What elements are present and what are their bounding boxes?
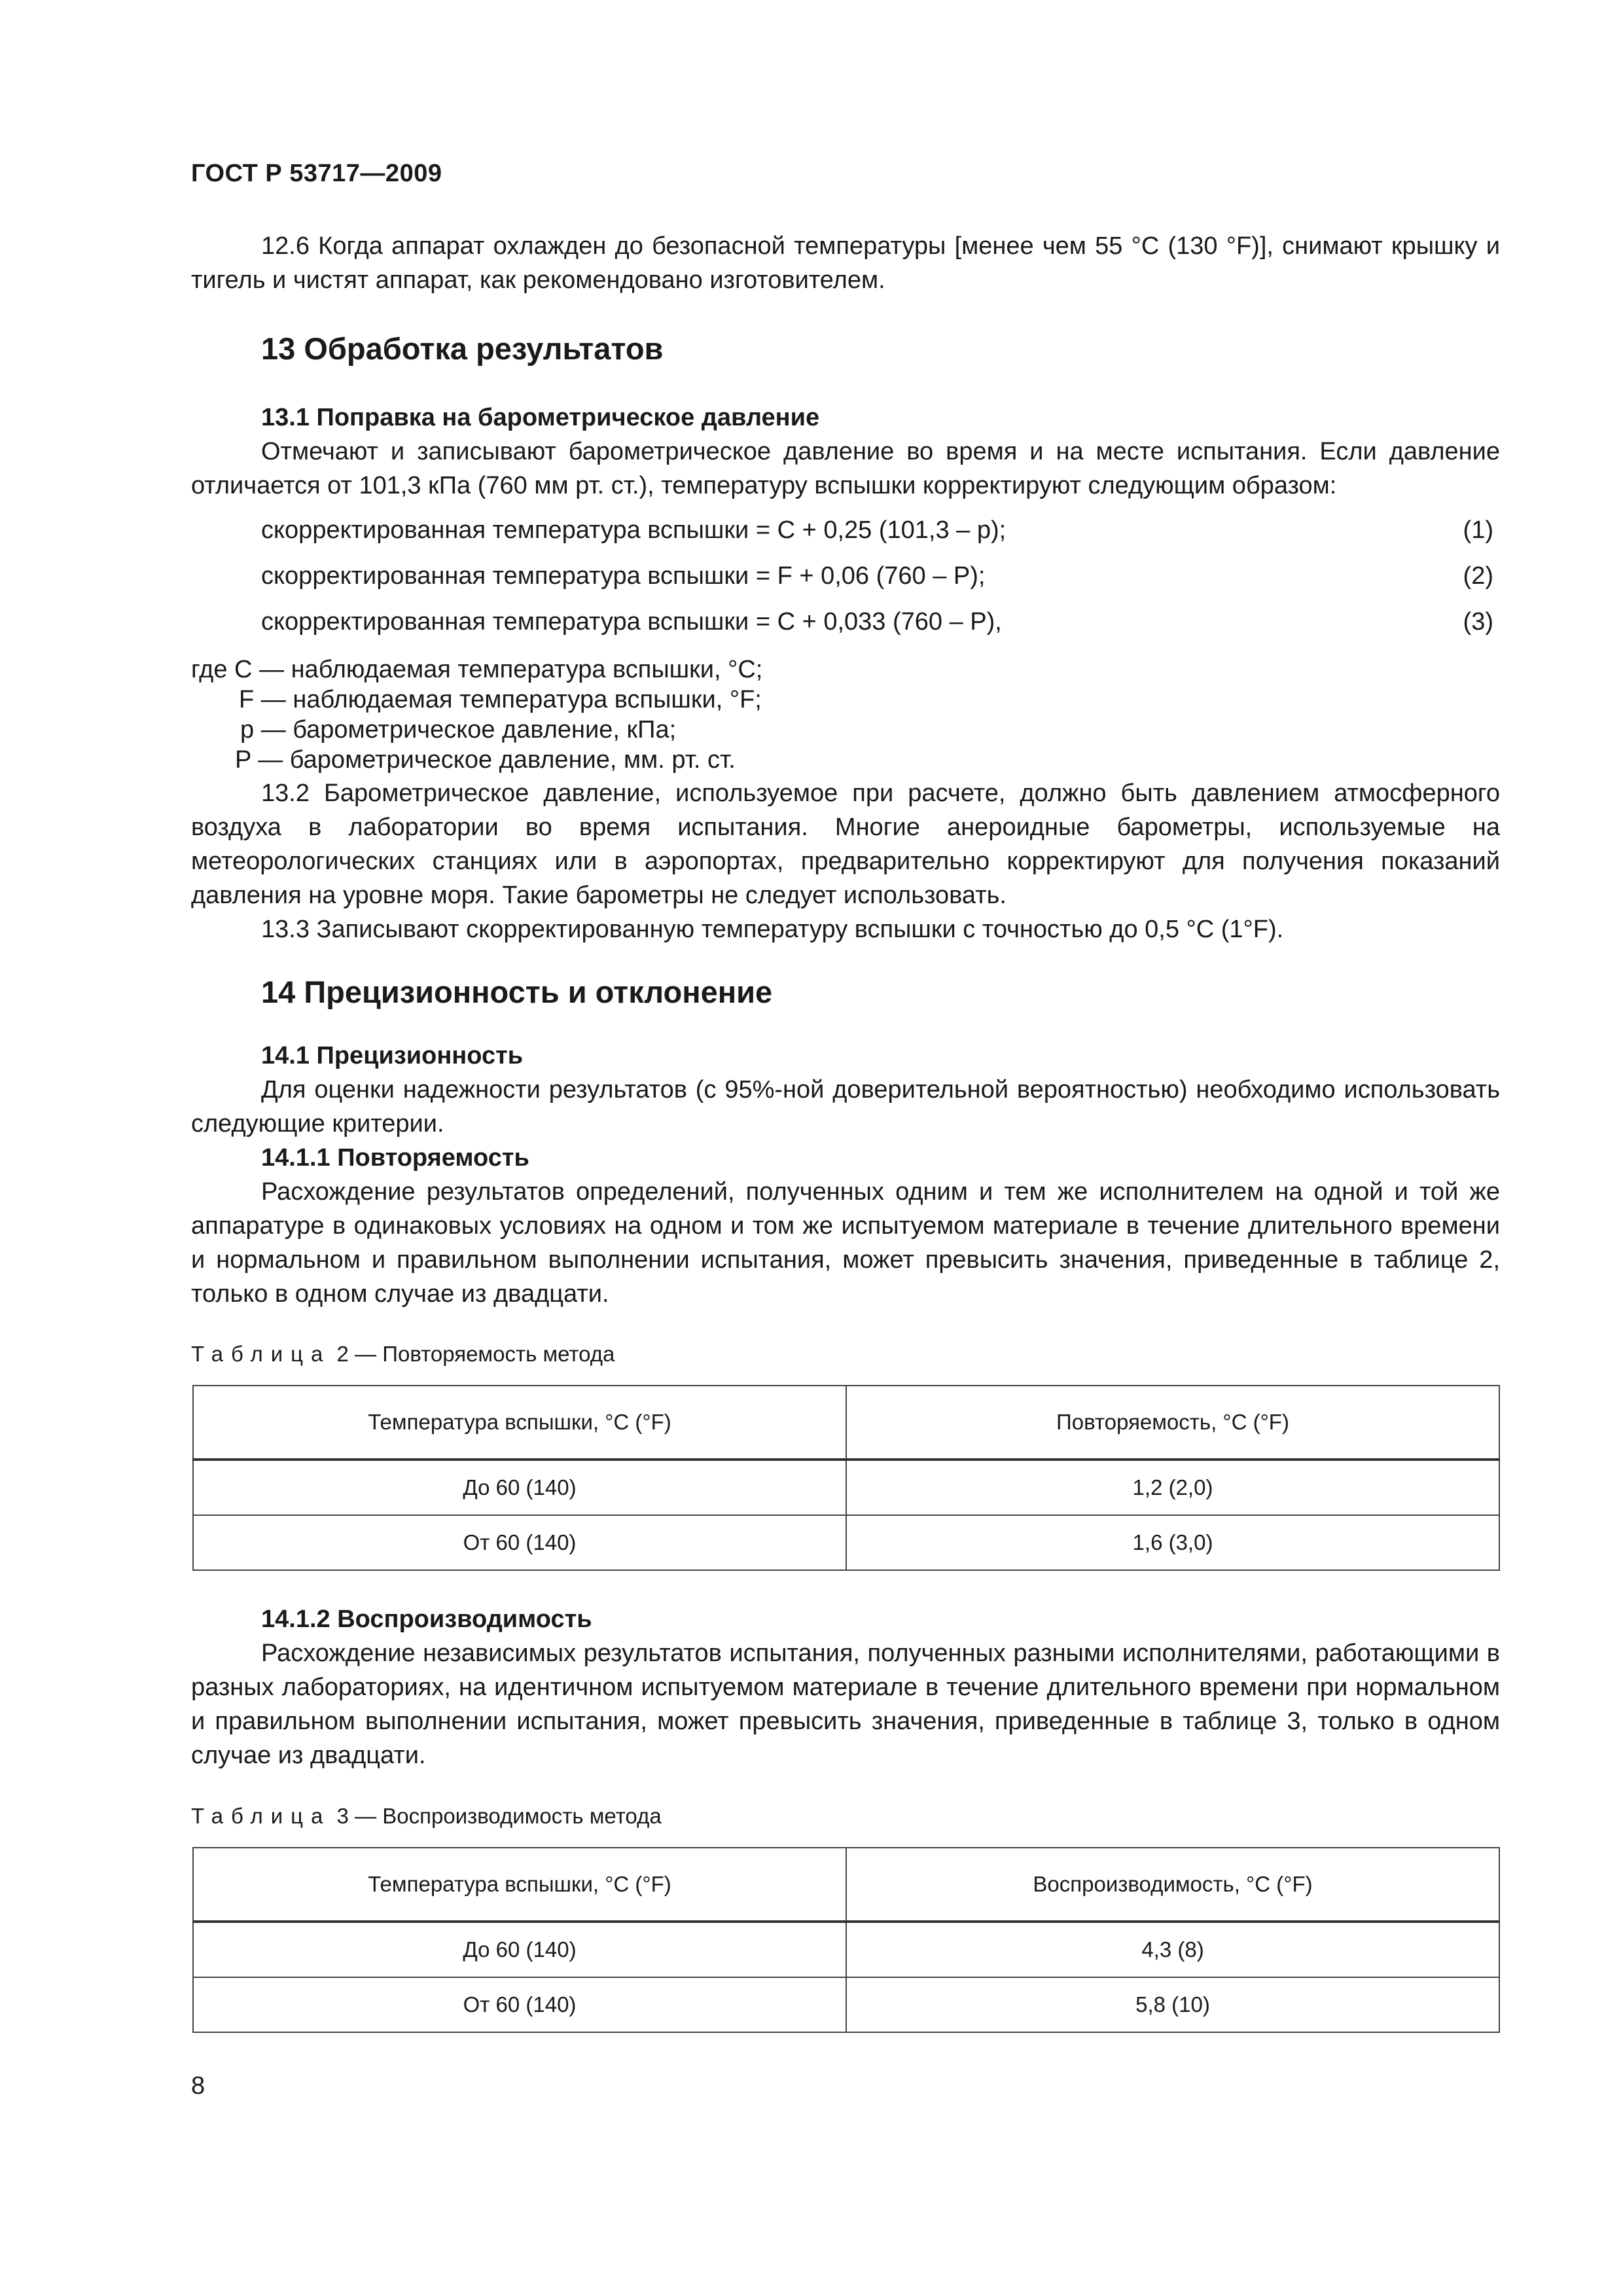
page-number: 8 <box>191 2072 205 2100</box>
table-row <box>193 1460 1499 1515</box>
formula-text: скорректированная температура вспышки = C + 0,033 (760 – P), <box>261 608 1002 636</box>
table-header-cell: Воспроизводимость, °С (°F) <box>846 1848 1499 1922</box>
paragraph-14-1-1: Расхождение результатов определений, полученных одним и тем же исполнителем на одной и той же аппаратуре в одинаковых условиях на одном и том же испытуемом материале в течение длительного времени и нормальном и правильном выполнении испытания, может превысить значения, приведенные в таблице 2, только в одном случае из двадцати. <box>191 1178 1500 1308</box>
formula-3 <box>261 605 1500 639</box>
section-14-title <box>191 974 1500 1010</box>
paragraph-14-1: Для оценки надежности результатов (с 95%-ной доверительной вероятностью) необходимо использовать следующие критерии. <box>191 1076 1500 1138</box>
paragraph-13-2: 13.2 Барометрическое давление, используемое при расчете, должно быть давлением атмосферного воздуха в лаборатории во время испытания. Многие анероидные барометры, используемые на метеорологических станциях или в аэропортах, предварительно корректируют для получения показаний давления на уровне моря. Такие барометры не следует использовать. <box>191 780 1500 909</box>
paragraph-14-1-2: Расхождение независимых результатов испытания, полученных разными исполнителями, работающими в разных лабораториях, на идентичном испытуемом материале в течение длительного времени при нормальном и правильном выполнении испытания, может превысить значения, приведенные в таблице 3, только в одном случае из двадцати. <box>191 1640 1500 1769</box>
subsection-14-1 <box>191 1039 1500 1311</box>
table-cell: 5,8 (10) <box>846 1977 1499 2032</box>
section-heading: 14 Прецизионность и отклонение <box>261 975 773 1009</box>
variable-definitions <box>191 655 762 775</box>
definition-line: P — барометрическое давление, мм. рт. ст. <box>235 746 736 774</box>
table-cell: До 60 (140) <box>193 1460 846 1515</box>
table-header-row <box>193 1386 1499 1460</box>
table-header-cell: Температура вспышки, °С (°F) <box>193 1386 846 1460</box>
subsection-heading: 14.1 Прецизионность <box>261 1042 524 1069</box>
table-row <box>193 1515 1499 1570</box>
subsection-14-1-2 <box>191 1602 1500 1772</box>
formula-number: (2) <box>1463 562 1493 590</box>
table-3-caption <box>191 1804 662 1829</box>
table-row <box>193 1922 1499 1977</box>
formula-number: (3) <box>1463 608 1493 636</box>
paragraph-13-1: Отмечают и записывают барометрическое давление во время и на месте испытания. Если давление отличается от 101,3 кПа (760 мм рт. ст.), температуру вспышки корректируют следующим образом: <box>191 438 1500 499</box>
paragraph-12-6 <box>191 229 1500 297</box>
table-cell: 4,3 (8) <box>846 1922 1499 1977</box>
section-heading: 13 Обработка результатов <box>261 331 664 366</box>
caption-label: Таблица <box>191 1342 331 1366</box>
table-row <box>193 1977 1499 2032</box>
table-2 <box>192 1385 1500 1571</box>
paragraph-13-3: 13.3 Записывают скорректированную температуру вспышки с точностью до 0,5 °С (1°F). <box>261 916 1284 943</box>
subsection-13-1 <box>191 401 1500 503</box>
table-cell: От 60 (140) <box>193 1977 846 2032</box>
paragraph-text: 12.6 Когда аппарат охлажден до безопасной температуры [менее чем 55 °С (130 °F)], снимают крышку и тигель и чистят аппарат, как рекомендовано изготовителем. <box>191 232 1500 294</box>
paragraph-13-2-3 <box>191 776 1500 946</box>
section-13-title <box>191 331 1500 367</box>
table-cell: 1,6 (3,0) <box>846 1515 1499 1570</box>
table-header-cell: Температура вспышки, °С (°F) <box>193 1848 846 1922</box>
table-header-cell: Повторяемость, °С (°F) <box>846 1386 1499 1460</box>
formula-number: (1) <box>1463 516 1493 544</box>
table-2-caption <box>191 1342 615 1367</box>
formula-text: скорректированная температура вспышки = F + 0,06 (760 – P); <box>261 562 986 590</box>
table-cell: От 60 (140) <box>193 1515 846 1570</box>
table-header-row <box>193 1848 1499 1922</box>
definition-line: p — барометрическое давление, кПа; <box>240 716 677 744</box>
document-header: ГОСТ Р 53717—2009 <box>191 160 442 187</box>
subsection-heading: 14.1.1 Повторяемость <box>261 1144 529 1172</box>
subsection-heading: 14.1.2 Воспроизводимость <box>261 1605 592 1633</box>
table-cell: До 60 (140) <box>193 1922 846 1977</box>
definition-line: F — наблюдаемая температура вспышки, °F; <box>239 686 762 713</box>
table-cell: 1,2 (2,0) <box>846 1460 1499 1515</box>
formula-1 <box>261 513 1500 547</box>
caption-label: Таблица <box>191 1804 331 1828</box>
caption-text: 3 — Воспроизводимость метода <box>330 1804 662 1828</box>
formula-2 <box>261 559 1500 593</box>
table-3 <box>192 1847 1500 2033</box>
definition-line: где C — наблюдаемая температура вспышки, °С; <box>191 656 763 683</box>
formula-text: скорректированная температура вспышки = C + 0,25 (101,3 – p); <box>261 516 1007 544</box>
caption-text: 2 — Повторяемость метода <box>330 1342 615 1366</box>
subsection-heading: 13.1 Поправка на барометрическое давление <box>261 404 820 431</box>
